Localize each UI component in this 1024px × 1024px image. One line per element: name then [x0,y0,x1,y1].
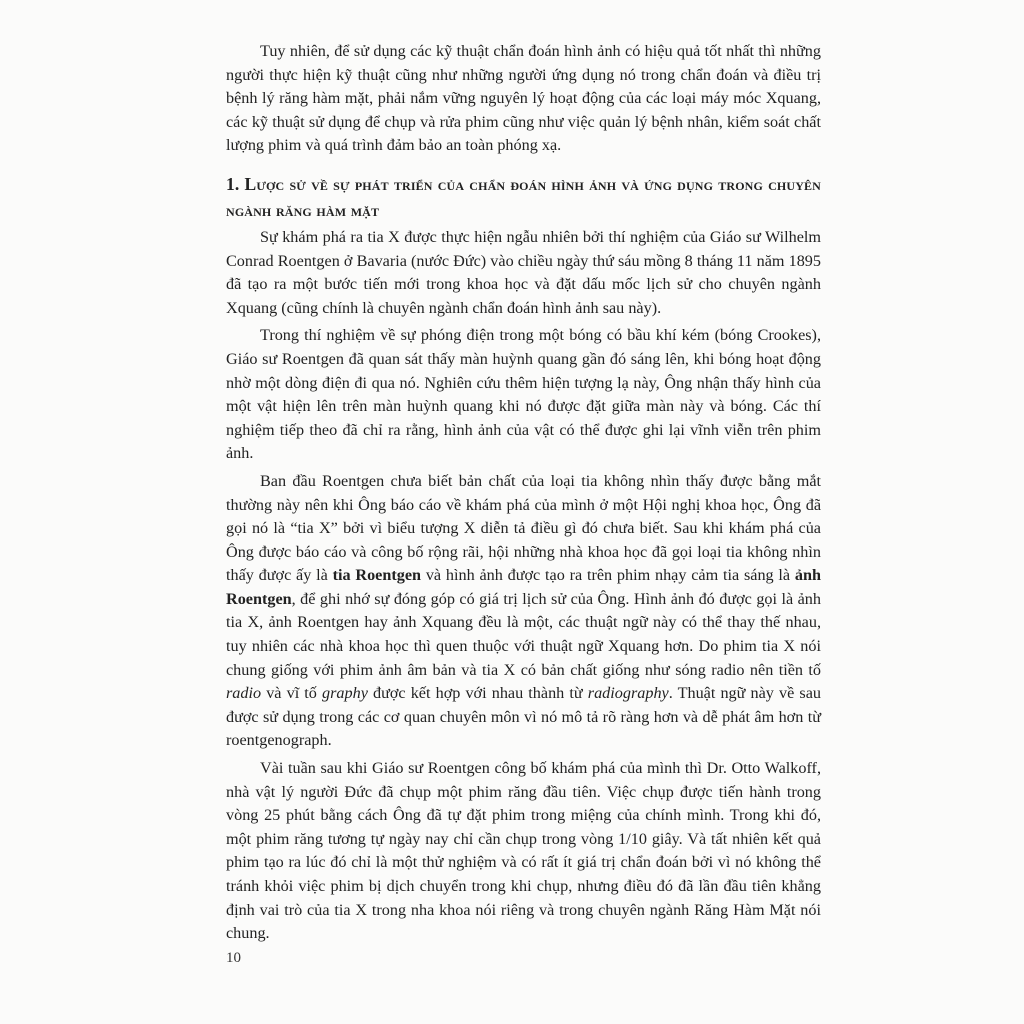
section-heading: 1. Lược sử về sự phát triển của chẩn đoán hình ảnh và ứng dụng trong chuyên ngành răng hàm mặt [226,173,821,220]
term-radio: radio [226,684,262,703]
naming-text-1: Ban đầu Roentgen chưa biết bản chất của loại tia không nhìn thấy được bằng mắt thường này nên khi Ông báo cáo về khám phá của mình ở một Hội nghị khoa học, Ông đã gọi nó là “tia X” bởi vì biểu tượng X diễn tả điều gì đó chưa biết. Sau khi khám phá của Ông được báo cáo và công bố rộng rãi, hội những nhà khoa học đã gọi loại tia không nhìn thấy được ấy là [226,471,821,585]
history-paragraph-naming [226,470,821,753]
history-paragraph-discovery: Sự khám phá ra tia X được thực hiện ngẫu nhiên bởi thí nghiệm của Giáo sư Wilhelm Conrad Roentgen ở Bavaria (nước Đức) vào chiều ngày thứ sáu mồng 8 tháng 11 năm 1895 đã tạo ra một bước tiến mới trong khoa học và đặt dấu mốc lịch sử cho chuyên ngành Xquang (cũng chính là chuyên ngành chẩn đoán hình ảnh sau này). [226,227,821,317]
term-radiography: radiography [587,684,669,703]
page-body [226,40,821,946]
naming-text-6: . Thuật ngữ này về sau được sử dụng trong các cơ quan chuyên môn vì nó mô tả rõ ràng hơn và dễ phát âm hơn từ roentgenograph. [226,684,821,750]
naming-text-2: và hình ảnh được tạo ra trên phim nhạy cảm tia sáng là [421,566,795,585]
page-number: 10 [226,950,241,966]
term-graphy: graphy [322,684,368,703]
intro-paragraph: Tuy nhiên, để sử dụng các kỹ thuật chẩn đoán hình ảnh có hiệu quả tốt nhất thì những người thực hiện kỹ thuật cũng như những người ứng dụng nó trong chẩn đoán và điều trị bệnh lý răng hàm mặt, phải nắm vững nguyên lý hoạt động của các loại máy móc Xquang, các kỹ thuật sử dụng để chụp và rửa phim cũng như việc quản lý bệnh nhân, kiểm soát chất lượng phim và quá trình đảm bảo an toàn phóng xạ. [226,42,821,155]
naming-text-5: được kết hợp với nhau thành từ [367,684,588,703]
term-tia-roentgen: tia Roentgen [332,566,422,585]
history-paragraph-first-dental-film: Vài tuần sau khi Giáo sư Roentgen công bố khám phá của mình thì Dr. Otto Walkoff, nhà vật lý người Đức đã chụp một phim răng đầu tiên. Việc chụp được tiến hành trong vòng 25 phút bằng cách Ông đã tự đặt phim trong miệng của chính mình. Trong khi đó, một phim răng tương tự ngày nay chỉ cần chụp trong vòng 1/10 giây. Và tất nhiên kết quả phim tạo ra lúc đó chỉ là một thử nghiệm và có rất ít giá trị chẩn đoán bởi vì nó không thể tránh khỏi việc phim bị dịch chuyển trong khi chụp, nhưng điều đó đã lần đầu tiên khẳng định vai trò của tia X trong nha khoa nói riêng và trong chuyên ngành Răng Hàm Mặt nói chung. [226,759,821,943]
naming-text-4: và vĩ tố [261,684,323,703]
history-paragraph-experiment: Trong thí nghiệm về sự phóng điện trong một bóng có bầu khí kém (bóng Crookes), Giáo sư Roentgen đã quan sát thấy màn huỳnh quang gần đó sáng lên, khi bóng hoạt động nhờ một dòng điện đi qua nó. Nghiên cứu thêm hiện tượng lạ này, Ông nhận thấy hình của một vật hiện lên trên màn huỳnh quang khi nó được đặt giữa màn này và bóng. Các thí nghiệm tiếp theo đã chỉ ra rằng, hình ảnh của vật có thể được ghi lại vĩnh viễn trên phim ảnh. [226,326,821,463]
naming-text-3: , để ghi nhớ sự đóng góp có giá trị lịch sử của Ông. Hình ảnh đó được gọi là ảnh tia X, ảnh Roentgen hay ảnh Xquang đều là một, các thuật ngữ này có thể thay thế nhau, tuy nhiên các nhà khoa học thì quen thuộc với thuật ngữ Xquang hơn. Do phim tia X nói chung giống với phim ảnh âm bản và tia X có bản chất giống như sóng radio nên tiền tố [226,589,821,679]
term-anh-roentgen: ảnh Roentgen [226,566,822,608]
